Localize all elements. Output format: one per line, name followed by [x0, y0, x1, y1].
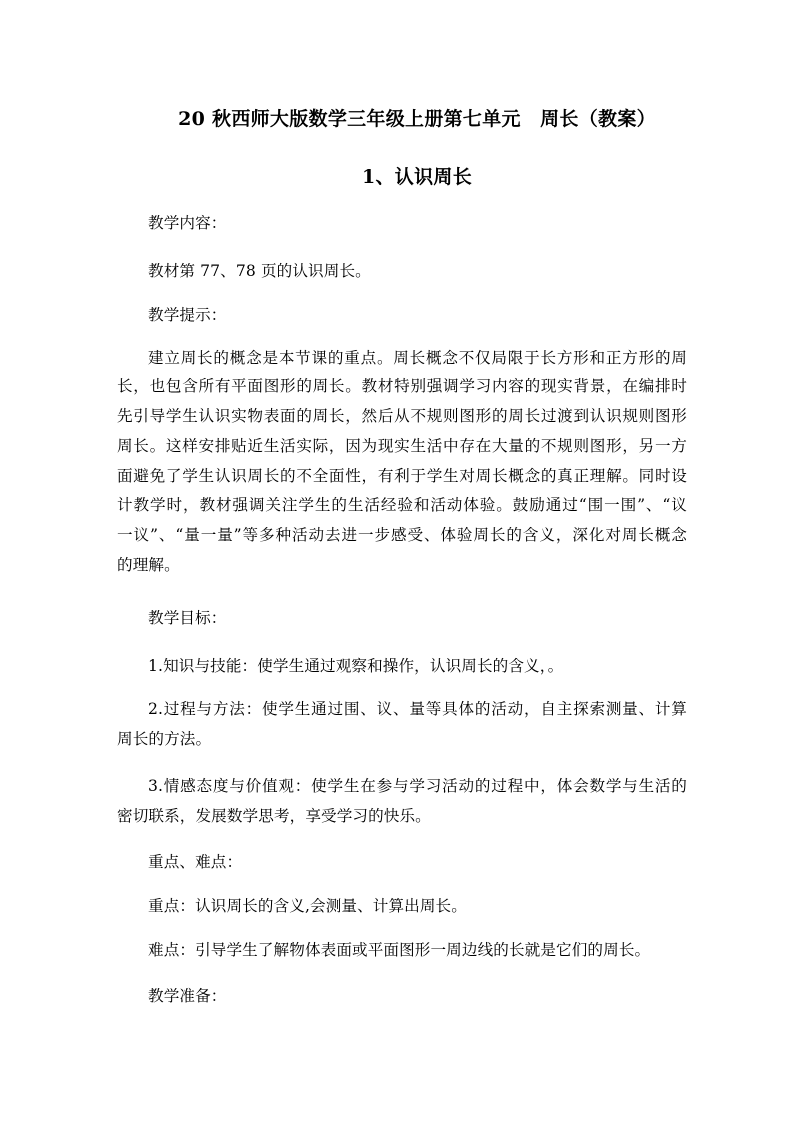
goal-process-line2: 周长的方法。 [117, 730, 212, 748]
goals-heading: 教学目标： [148, 609, 227, 627]
goal-attitude-line2: 密切联系，发展数学思考，享受学习的快乐。 [117, 807, 431, 825]
hints-paragraph-line: 先引导学生认识实物表面的周长，然后从不规则图形的周长过渡到认识规则图形 [117, 407, 687, 425]
content-heading: 教学内容： [148, 214, 227, 232]
hints-paragraph-line: 建立周长的概念是本节课的重点。周长概念不仅局限于长方形和正方形的周 [148, 349, 687, 367]
key-points-heading: 重点、难点： [148, 853, 243, 871]
preparation-heading: 教学准备： [148, 987, 227, 1005]
hints-paragraph-line: 计教学时，教材强调关注学生的生活经验和活动体验。鼓励通过“围一围”、“议 [117, 496, 687, 514]
hints-paragraph-line: 一议”、“量一量”等多种活动去进一步感受、体验周长的含义，深化对周长概念 [117, 526, 687, 544]
hints-paragraph-line: 的理解。 [117, 556, 180, 574]
document-title: 20 秋西师大版数学三年级上册第七单元 周长（教案） [178, 108, 656, 130]
hints-paragraph-line: 面避免了学生认识周长的不全面性，有利于学生对周长概念的真正理解。同时设 [117, 467, 687, 485]
hints-paragraph-line: 长，也包含所有平面图形的周长。教材特别强调学习内容的现实背景，在编排时 [117, 377, 687, 395]
lesson-subtitle: 1、认识周长 [361, 166, 473, 188]
hints-heading: 教学提示： [148, 306, 227, 324]
content-text: 教材第 77、78 页的认识周长。 [148, 262, 371, 280]
goal-process-line1: 2.过程与方法：使学生通过围、议、量等具体的活动，自主探索测量、计算 [148, 700, 687, 718]
difficult-point: 难点：引导学生了解物体表面或平面图形一周边线的长就是它们的周长。 [148, 941, 651, 959]
key-point: 重点：认识周长的含义,会测量、计算出周长。 [148, 897, 467, 915]
hints-paragraph-line: 周长。这样安排贴近生活实际，因为现实生活中存在大量的不规则图形，另一方 [117, 437, 687, 455]
goal-attitude-line1: 3.情感态度与价值观：使学生在参与学习活动的过程中，体会数学与生活的 [148, 777, 687, 795]
goal-knowledge: 1.知识与技能：使学生通过观察和操作，认识周长的含义，。 [148, 657, 564, 675]
